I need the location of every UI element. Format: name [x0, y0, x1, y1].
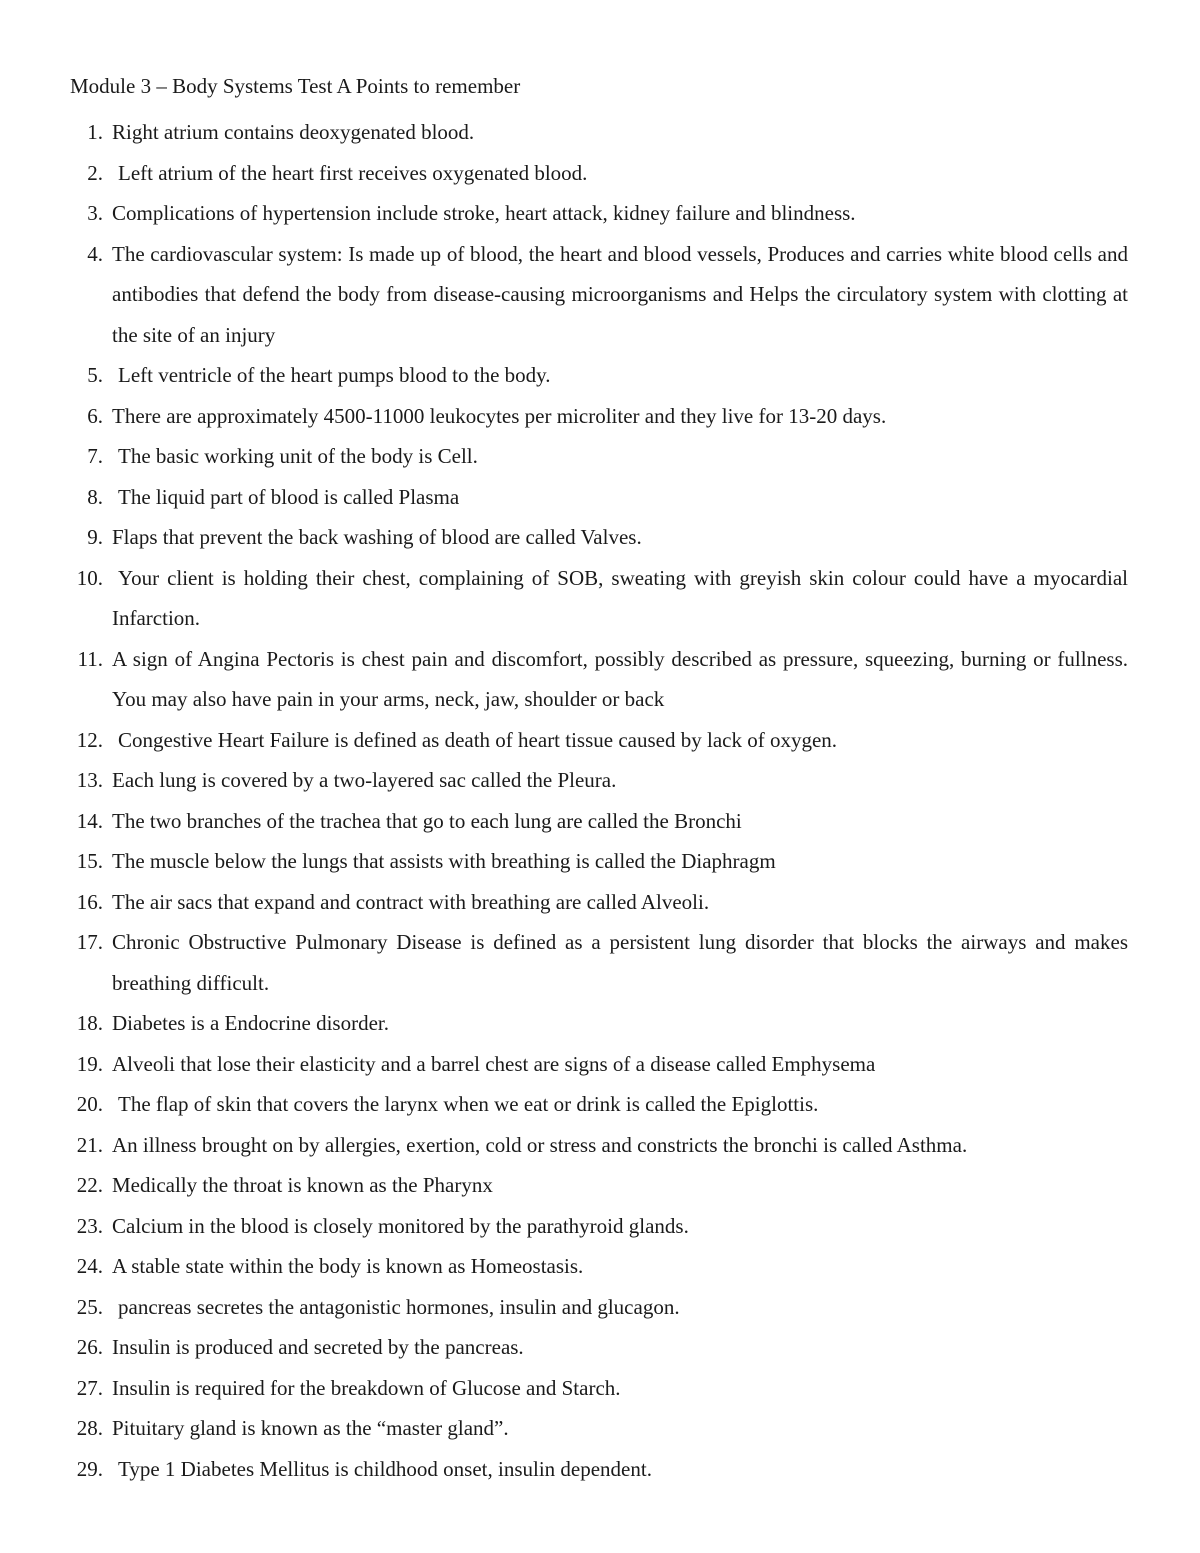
list-item-number: 13. [76, 768, 103, 792]
list-item-text: Medically the throat is known as the Pharynx [112, 1173, 493, 1197]
list-item [0, 112, 1200, 153]
list-item-text: There are approximately 4500-11000 leukocytes per microliter and they live for 13-20 days. [112, 403, 887, 428]
list-item-text: The two branches of the trachea that go to each lung are called the Bronchi [112, 808, 742, 833]
list-item-text: Alveoli that lose their elasticity and a barrel chest are signs of a disease called Emphysema [112, 1051, 876, 1076]
list-item [0, 355, 1200, 396]
list-item-text: pancreas secretes the antagonistic hormones, insulin and glucagon. [118, 1294, 680, 1319]
list-item-number: 1. [87, 120, 103, 144]
list-item-number: 18. [76, 1011, 103, 1035]
list-item-number: 3. [87, 201, 103, 225]
list-item-text: Each lung is covered by a two-layered sac called the Pleura. [112, 768, 617, 792]
list-item-number: 7. [87, 444, 103, 468]
list-item-number: 24. [76, 1254, 103, 1278]
list-item-number: 17. [76, 930, 103, 954]
list-item [0, 639, 1200, 720]
list-item-text: Diabetes is a Endocrine disorder. [112, 1011, 389, 1035]
list-item-number: 22. [76, 1173, 103, 1197]
list-item-number: 6. [87, 403, 103, 428]
document-title: Module 3 – Body Systems Test A Points to remember [70, 74, 521, 98]
list-item-text: Left ventricle of the heart pumps blood to the body. [118, 363, 551, 387]
list-item-text: Calcium in the blood is closely monitored by the parathyroid glands. [112, 1213, 689, 1238]
list-item [0, 882, 1200, 923]
list-item-number: 29. [76, 1456, 103, 1481]
list-item-number: 21. [76, 1132, 103, 1157]
list-item-text: Right atrium contains deoxygenated blood. [112, 120, 475, 144]
list-item-number: 20. [76, 1092, 103, 1116]
list-item [0, 1125, 1200, 1166]
list-item-number: 4. [87, 241, 103, 266]
list-item-text: An illness brought on by allergies, exertion, cold or stress and constricts the bronchi is called Asthma. [112, 1132, 968, 1157]
list-item [0, 1044, 1200, 1085]
list-item-number: 10. [76, 565, 103, 590]
list-item-number: 19. [76, 1051, 103, 1076]
list-item-text: The basic working unit of the body is Cell. [118, 444, 478, 468]
list-item [0, 1287, 1200, 1328]
list-item [0, 153, 1200, 194]
list-item-text: The air sacs that expand and contract with breathing are called Alveoli. [112, 889, 710, 914]
list-item-number: 5. [87, 363, 103, 387]
list-item [0, 1206, 1200, 1247]
list-item-number: 2. [87, 160, 103, 185]
list-item [0, 841, 1200, 882]
list-item [0, 1368, 1200, 1409]
list-item-number: 25. [76, 1294, 103, 1319]
list-item [0, 436, 1200, 477]
list-item-text: The muscle below the lungs that assists with breathing is called the Diaphragm [112, 849, 776, 873]
list-item-text: Your client is holding their chest, complaining of SOB, sweating with greyish skin colour could have a myocardial Infarction. [112, 565, 1128, 630]
list-item [0, 1003, 1200, 1044]
list-item-number: 23. [76, 1213, 103, 1238]
list-item [0, 1084, 1200, 1125]
list-item-number: 28. [76, 1416, 103, 1440]
list-item [0, 477, 1200, 518]
list-item-number: 9. [87, 525, 103, 549]
list-item-text: Flaps that prevent the back washing of blood are called Valves. [112, 525, 642, 549]
points-list [0, 112, 1200, 1489]
list-item-text: Chronic Obstructive Pulmonary Disease is defined as a persistent lung disorder that blocks the airways and makes breathing difficult. [112, 930, 1128, 995]
list-item-number: 27. [76, 1375, 103, 1400]
list-item-text: A stable state within the body is known as Homeostasis. [112, 1254, 584, 1278]
list-item-text: The flap of skin that covers the larynx when we eat or drink is called the Epiglottis. [118, 1092, 819, 1116]
list-item-text: Left atrium of the heart first receives oxygenated blood. [118, 160, 588, 185]
list-item-number: 12. [76, 727, 103, 752]
list-item [0, 396, 1200, 437]
list-item [0, 1327, 1200, 1368]
list-item-text: Type 1 Diabetes Mellitus is childhood onset, insulin dependent. [118, 1456, 652, 1481]
list-item [0, 720, 1200, 761]
list-item-number: 14. [76, 808, 103, 833]
list-item [0, 558, 1200, 639]
list-item-number: 11. [77, 646, 103, 671]
list-item [0, 234, 1200, 356]
list-item-number: 8. [87, 484, 103, 509]
list-item-text: Congestive Heart Failure is defined as death of heart tissue caused by lack of oxygen. [118, 727, 838, 752]
list-item [0, 1449, 1200, 1490]
list-item [0, 1165, 1200, 1206]
list-item [0, 1246, 1200, 1287]
list-item-text: Insulin is produced and secreted by the pancreas. [112, 1335, 524, 1359]
list-item [0, 760, 1200, 801]
list-item-text: A sign of Angina Pectoris is chest pain and discomfort, possibly described as pressure, squeezing, burning or fullness. You may also have pain in your arms, neck, jaw, shoulder or back [112, 646, 1128, 711]
list-item [0, 1408, 1200, 1449]
list-item-number: 15. [76, 849, 103, 873]
list-item [0, 517, 1200, 558]
list-item [0, 193, 1200, 234]
list-item-number: 16. [76, 889, 103, 914]
list-item-number: 26. [76, 1335, 103, 1359]
list-item [0, 922, 1200, 1003]
list-item-text: The liquid part of blood is called Plasma [118, 484, 460, 509]
list-item-text: Complications of hypertension include stroke, heart attack, kidney failure and blindness. [112, 201, 856, 225]
list-item-text: The cardiovascular system: Is made up of blood, the heart and blood vessels, Produces and carries white blood cells and antibodies that defend the body from disease-causing microorganisms and Helps the circulatory system with clotting at the site of an injury [112, 241, 1128, 347]
list-item [0, 801, 1200, 842]
list-item-text: Pituitary gland is known as the “master gland”. [112, 1416, 509, 1440]
list-item-text: Insulin is required for the breakdown of Glucose and Starch. [112, 1375, 621, 1400]
